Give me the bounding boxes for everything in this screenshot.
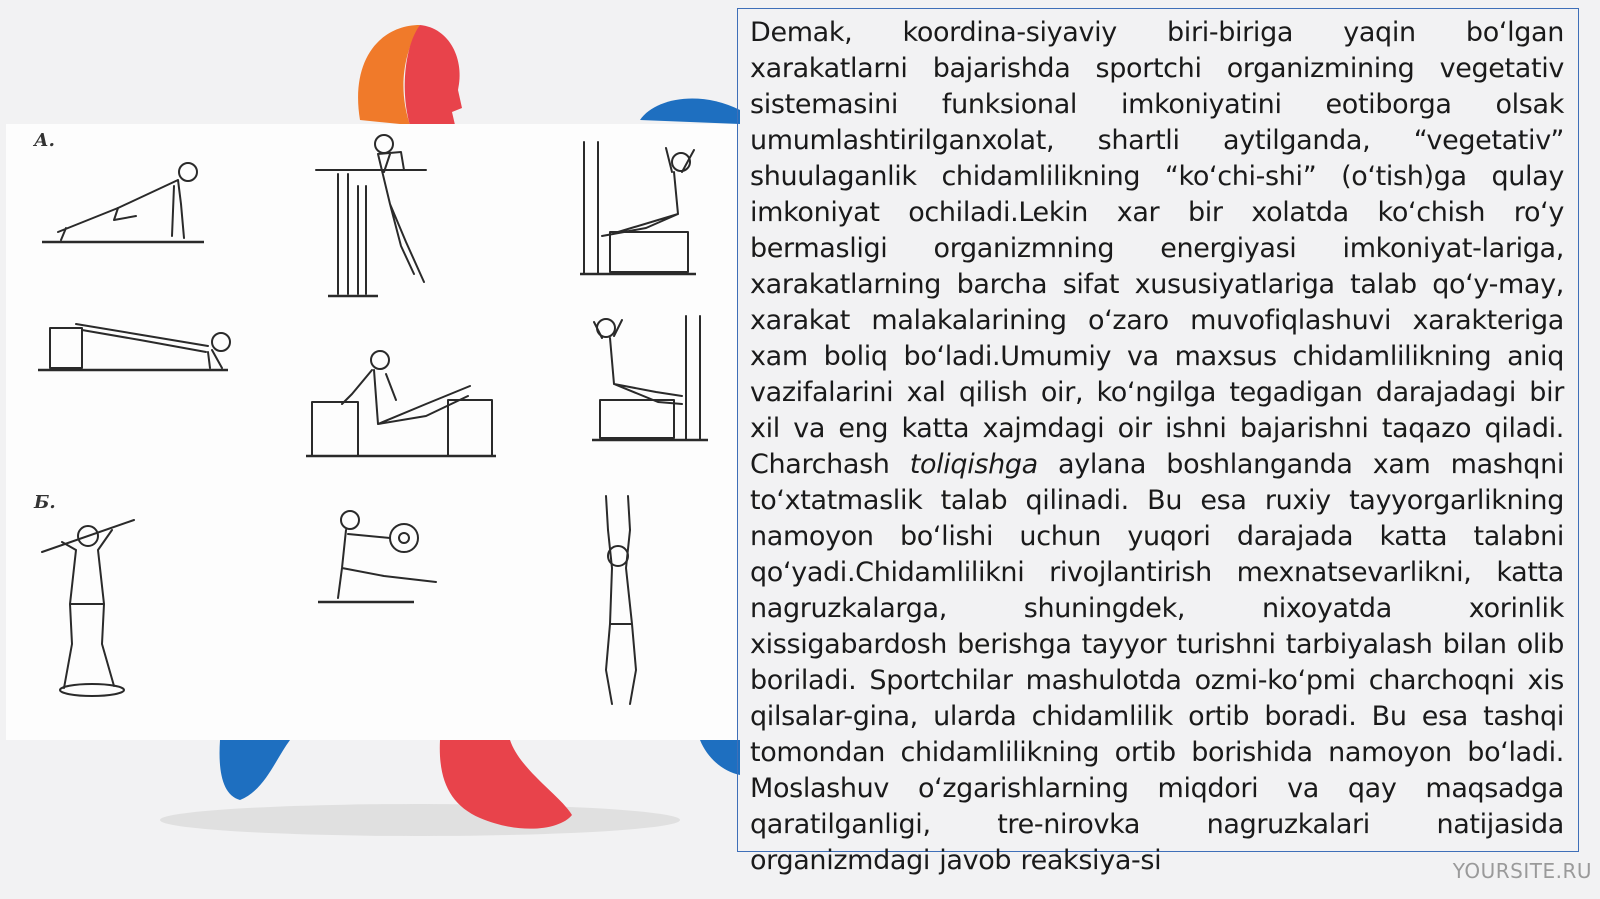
body-text-italic-word: toliqishga xyxy=(909,449,1038,480)
bench-vsit-figure xyxy=(306,351,496,456)
body-text-part-1: Demak, koordina-siyaviy biri-biriga yaqin bo‘lgan xarakatlarni bajarishda sportchi organizmining vegetativ sistemasini funksional imkoniyatini eotiborga olsak umumlashtirilganxolat, shartli aytilganda, “vegetativ” shuulaganlik chidamlilikning “ko‘chi-shi” (o‘tish)ga qulay imkoniyat ochiladi.Lekin xar bir xolatda ko‘chish ro‘y bermasligi organizmning energiyasi imkoniyat-lariga, xarakatlarning barcha sifat xususiyatlariga talab qo‘y-may, xarakat malakalarining o‘zaro muvofiqlashuvi xarakteriga xam boliq bo‘ladi.Umumiy va maxsus chidamlilikning aniq vazifalarini xal qilish oir, ko‘ngilga tegadigan darajadagi bir xil va eng katta xajmdagi oir ishni bajarishni taqazo qiladi. Charchash xyxy=(750,17,1564,480)
group-letter-b: Б. xyxy=(34,492,56,513)
plate-squat-figure xyxy=(318,511,436,602)
runner-head-red xyxy=(405,25,462,125)
hanging-figure xyxy=(606,496,636,704)
pushup-figure xyxy=(42,163,204,242)
body-text-part-2: aylana boshlanganda xam mashqni to‘xtatmaslik talab qilinadi. Bu esa ruxiy tayyorgarlikning namoyon bo‘lishi uchun yuqori darajada katta talabni qo‘yadi.Chidamlilikni rivojlantirish mexnatsevarlikni, katta nagruzkalarga, shuningdek, nixoyatda xorinlik xissigabardosh berishga tayyor turishni tarbiyalash bilan olib boriladi. Sportchilar mashulotda ozmi-ko‘pmi charchoqni xis qilsalar-gina, ularda chidamlilik ortib boradi. Bu esa tashqi tomondan chidamlilikning ortib borishida namoyon bo‘ladi. Moslashuv o‘zgarishlarning miqdori va qay maqsadga qaratilganligi, tre-nirovka nagruzkalari natijasida organizmdagi javob reaksiya-si xyxy=(750,449,1564,876)
site-watermark: YOURSITE.RU xyxy=(1452,859,1592,883)
incline-pushup-figure xyxy=(38,324,230,370)
exercise-illustrations-panel xyxy=(6,124,738,740)
runner-shadow xyxy=(160,804,680,836)
wall-bars-extension-figure xyxy=(592,316,708,440)
runner-left-foot-blue xyxy=(220,740,290,800)
group-letter-a: А. xyxy=(34,130,55,151)
exercise-figures xyxy=(6,124,738,740)
overhead-bar-figure xyxy=(42,520,134,696)
runner-shoulder-blue xyxy=(640,99,740,124)
runner-hand-blue xyxy=(700,740,740,775)
parallel-bars-figure xyxy=(316,135,426,296)
wall-bars-sit-figure xyxy=(580,142,696,274)
